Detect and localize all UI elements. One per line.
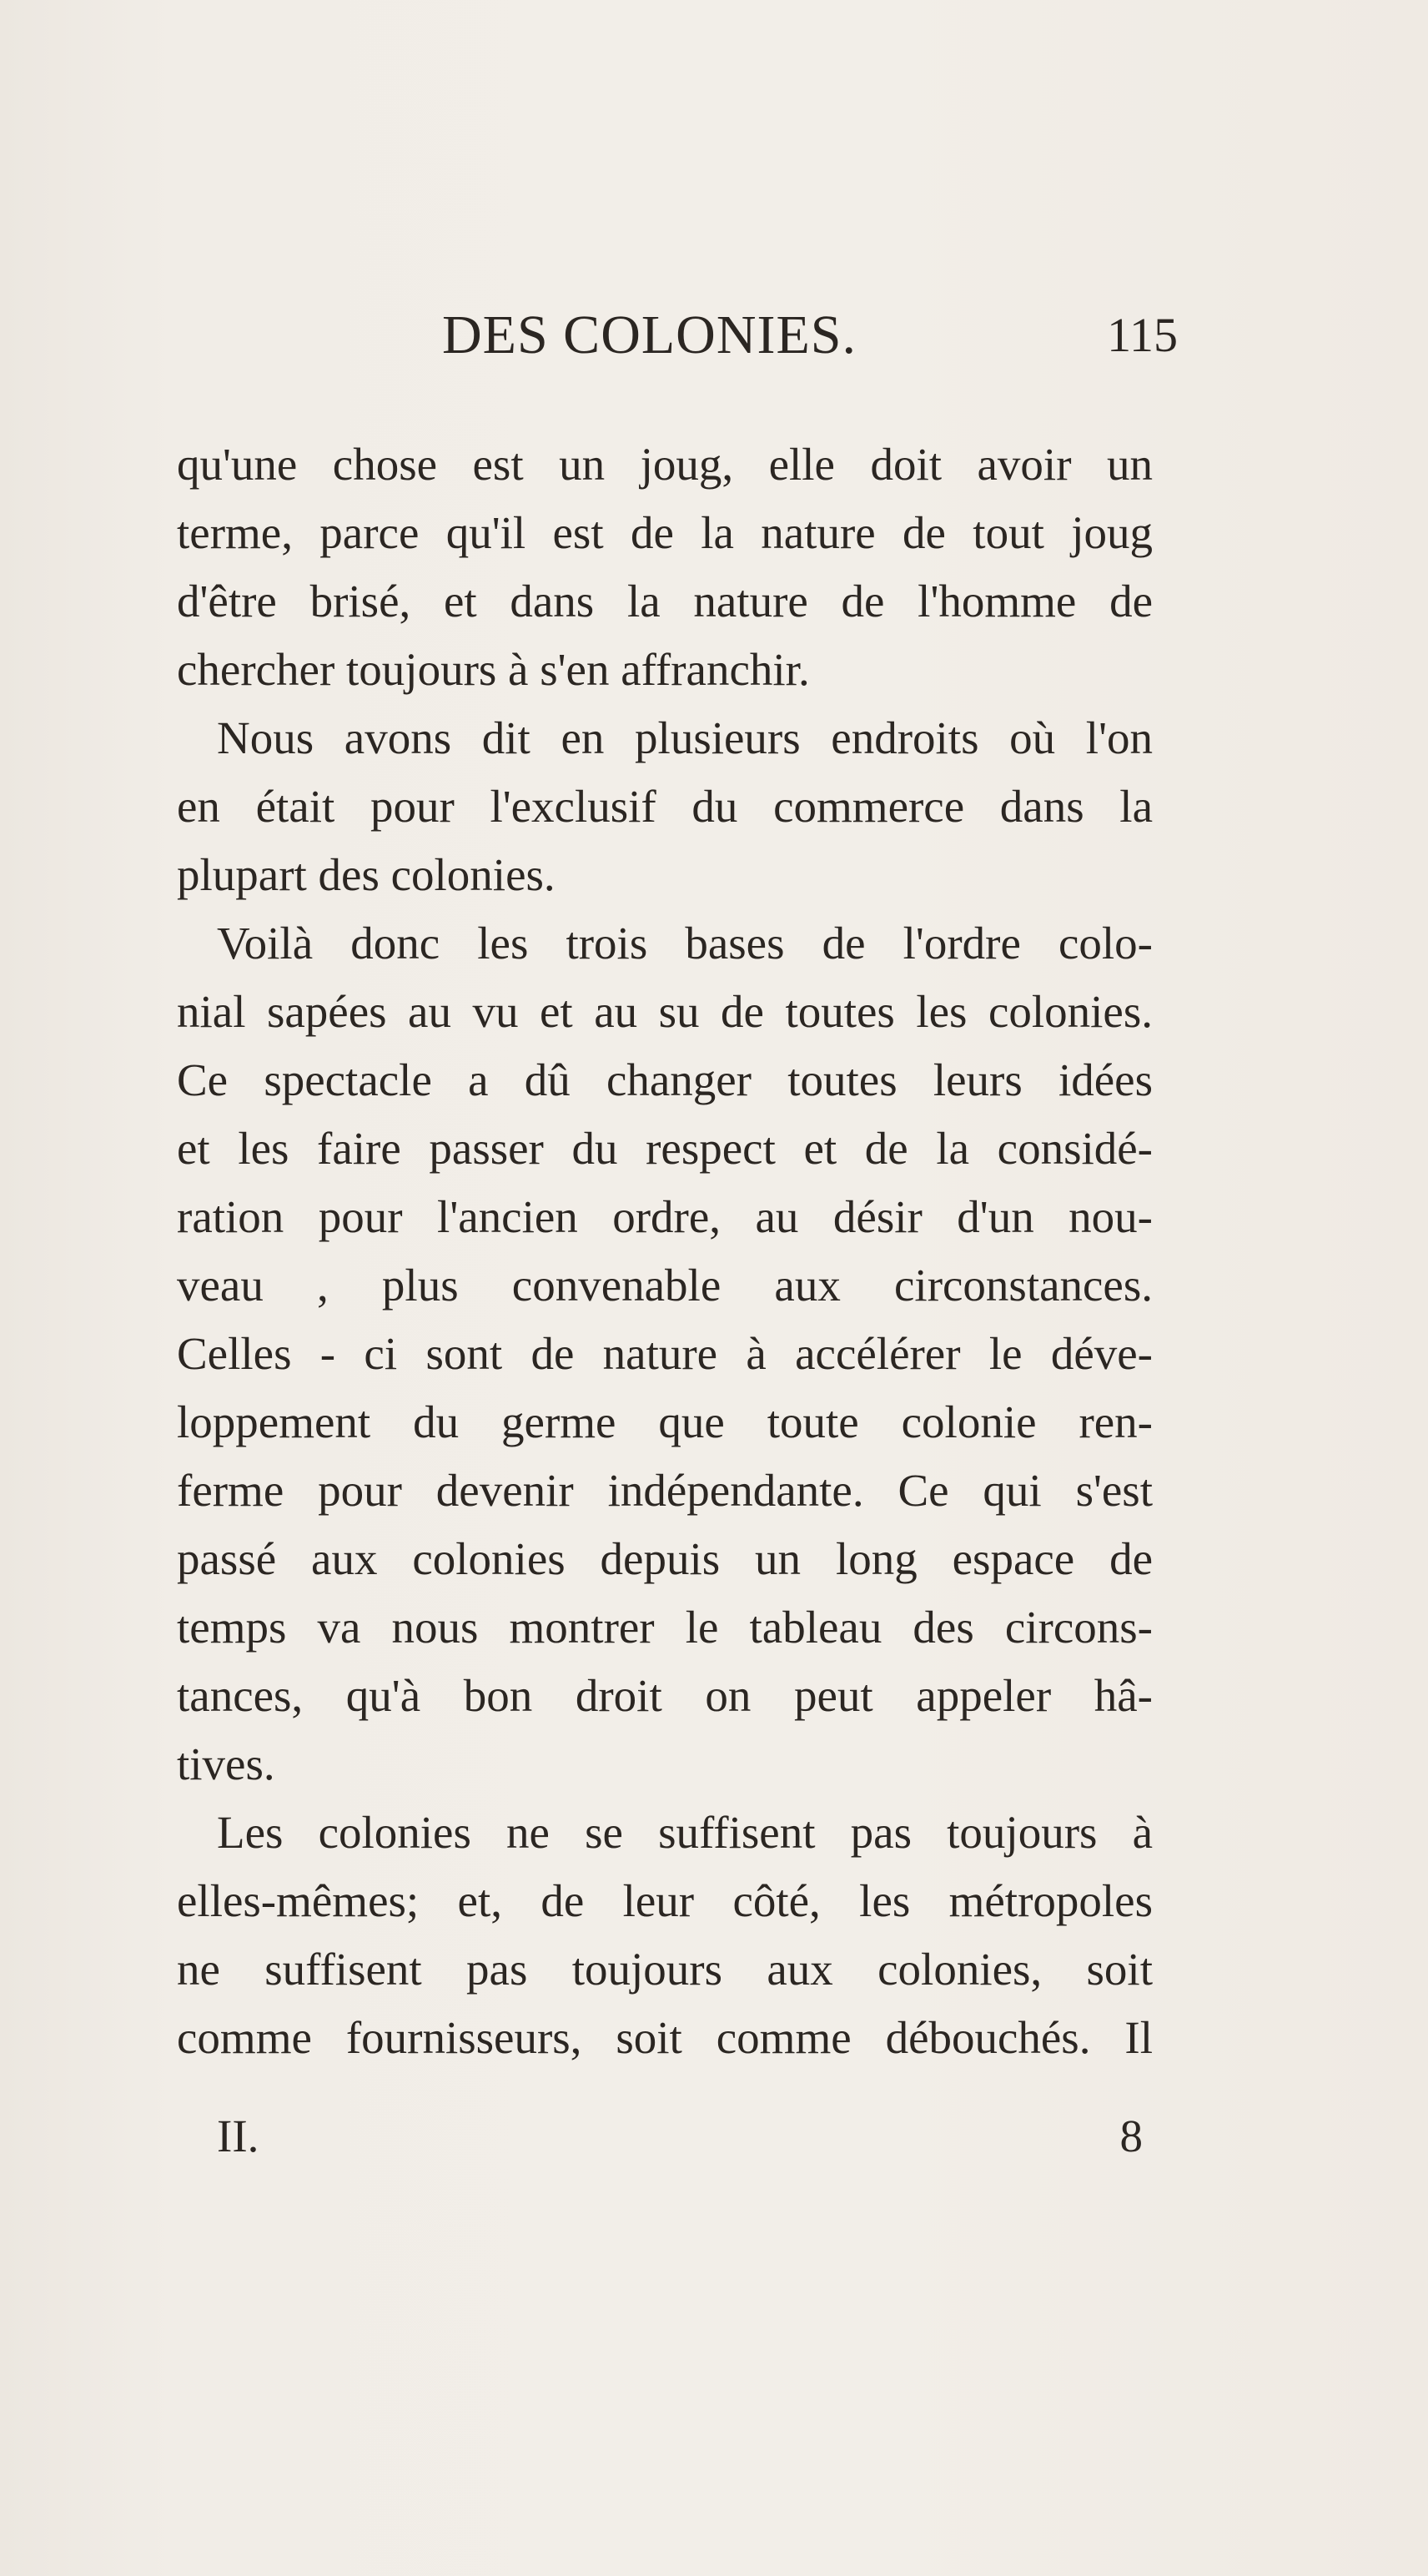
text-line: en était pour l'exclusif du commerce dans la [177, 781, 1153, 832]
signature-mark: II. [217, 2111, 259, 2161]
text-line: Celles - ci sont de nature à accélérer le déve- [177, 1328, 1153, 1379]
text-line: veau , plus convenable aux circonstances. [177, 1260, 1153, 1311]
text-line: Ce spectacle a dû changer toutes leurs idées [177, 1054, 1153, 1105]
text-line: nial sapées au vu et au su de toutes les colonies. [177, 986, 1153, 1037]
text-line: temps va nous montrer le tableau des circons- [177, 1602, 1153, 1653]
text-line: terme, parce qu'il est de la nature de tout joug [177, 507, 1153, 558]
running-title: DES COLONIES. [442, 304, 857, 365]
text-line: ferme pour devenir indépendante. Ce qui s'est [177, 1465, 1153, 1516]
paragraph-start-line: Nous avons dit en plusieurs endroits où l'on [217, 712, 1153, 763]
paragraph-start-line: Les colonies ne se suffisent pas toujours à [217, 1807, 1153, 1858]
text-line: chercher toujours à s'en affranchir. [177, 644, 810, 695]
text-line: d'être brisé, et dans la nature de l'homme de [177, 576, 1153, 626]
text-line: ne suffisent pas toujours aux colonies, soit [177, 1944, 1153, 1995]
text-line: passé aux colonies depuis un long espace de [177, 1533, 1153, 1584]
text-line: ration pour l'ancien ordre, au désir d'un nou- [177, 1191, 1153, 1242]
page-footer [217, 2102, 1143, 2171]
text-line: tives. [177, 1738, 275, 1789]
page-number: 115 [1107, 308, 1178, 362]
text-line: plupart des colonies. [177, 849, 556, 900]
paragraph-start-line: Voilà donc les trois bases de l'ordre colo- [217, 918, 1153, 969]
body-text [177, 430, 1153, 2072]
text-line: comme fournisseurs, soit comme débouchés. Il [177, 2012, 1153, 2063]
text-line: tances, qu'à bon droit on peut appeler hâ- [177, 1670, 1153, 1721]
gathering-mark: 8 [1119, 2111, 1143, 2161]
text-line: et les faire passer du respect et de la considé- [177, 1123, 1153, 1174]
text-line: loppement du germe que toute colonie ren- [177, 1396, 1153, 1447]
text-line: elles-mêmes; et, de leur côté, les métropoles [177, 1875, 1153, 1926]
text-line: qu'une chose est un joug, elle doit avoir un [177, 439, 1153, 490]
running-head [167, 302, 1178, 369]
